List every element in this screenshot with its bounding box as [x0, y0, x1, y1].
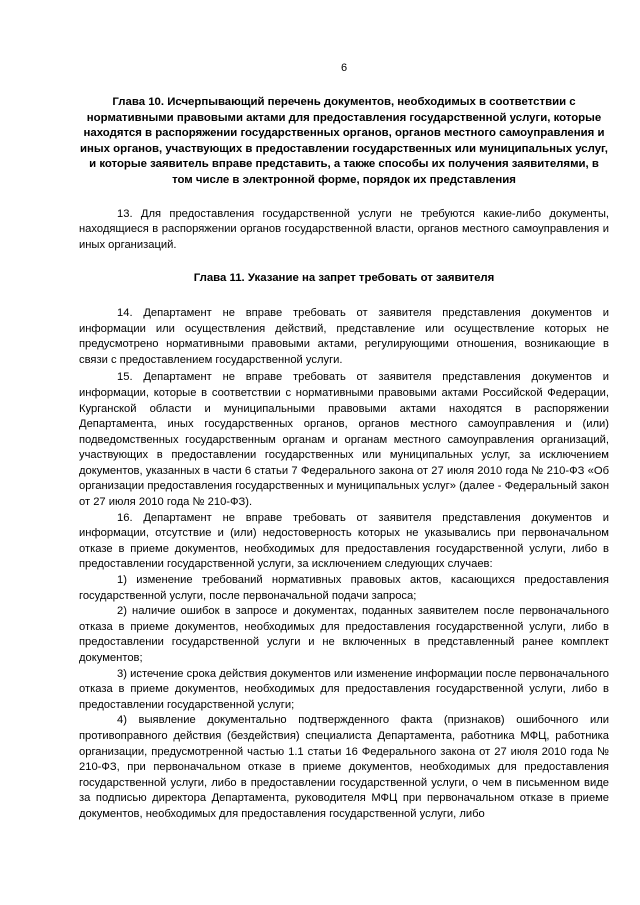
chapter-10-heading: Глава 10. Исчерпывающий перечень документов, необходимых в соответствии с нормативными правовыми актами для предоставления государственной услуги, которые находятся в распоряжении государственных органов, органов местного самоуправления и иных органов, участвующих в предоставлении государственных или муниципальных услуг, и которые заявитель вправе представить, а также способы их получения заявителями, в том числе в электронной форме, порядок их представления	[80, 96, 608, 186]
chapter-11-heading: Глава 11. Указание на запрет требовать от заявителя	[193, 272, 495, 285]
list-item-3: 3) истечение срока действия документов или изменение информации после первоначального отказа в приеме документов, необходимых для предоставления государственной услуги, либо в предоставлении государственной услуги;	[79, 667, 609, 711]
list-item-1: 1) изменение требований нормативных правовых актов, касающихся предоставления государственной услуги, после первоначальной подачи запроса;	[79, 574, 609, 602]
paragraph-16: 16. Департамент не вправе требовать от заявителя представления документов и информации, отсутствие и (или) недостоверность которых не указывались при первоначальном отказе в приеме документов, необходимых для предоставления государственной услуги, либо в предоставлении государственной услуги, за исключением следующих случаев:	[79, 511, 609, 571]
list-item-4: 4) выявление документально подтвержденного факта (признаков) ошибочного или противоправного действия (бездействия) специалиста Департамента, работника МФЦ, работника организации, предусмотренной частью 1.1 статьи 16 Федерального закона от 27 июля 2010 года № 210-ФЗ, при первоначальном отказе в приеме документов, необходимых для предоставления государственной услуги, либо в предоставлении государственной услуги, о чем в письменном виде за подписью директора Департамента, руководителя МФЦ при первоначальном отказе в приеме документов, необходимых для предоставления государственной услуги, либо	[79, 714, 609, 820]
paragraph-14: 14. Департамент не вправе требовать от заявителя представления документов и информации или осуществления действий, представление или осуществление которых не предусмотрено нормативными правовыми актами, регулирующими отношения, возникающие в связи с предоставлением государственной услуги.	[79, 306, 609, 366]
page-number: 6	[340, 62, 348, 74]
paragraph-13: 13. Для предоставления государственной услуги не требуются какие-либо документы, находящиеся в распоряжении органов государственной власти, органов местного самоуправления и иных организаций.	[79, 207, 609, 251]
list-item-2: 2) наличие ошибок в запросе и документах, поданных заявителем после первоначального отказа в приеме документов, необходимых для предоставления государственной услуги, либо в предоставлении государственной услуги и не включенных в представленный ранее комплект документов;	[79, 605, 609, 664]
paragraph-15: 15. Департамент не вправе требовать от заявителя представления документов и информации, которые в соответствии с нормативными правовыми актами Российской Федерации, Курганской области и муниципальными правовыми актами находятся в распоряжении Департамента, иных государственных органов, органов местного самоуправления и (или) подведомственных государственным органам и органам местного самоуправления организаций, участвующих в предоставлении государственных или муниципальных услуг, за исключением документов, указанных в части 6 статьи 7 Федерального закона от 27 июля 2010 года № 210-ФЗ «Об организации предоставления государственных и муниципальных услуг» (далее - Федеральный закон от 27 июля 2010 года № 210-ФЗ).	[79, 371, 609, 509]
